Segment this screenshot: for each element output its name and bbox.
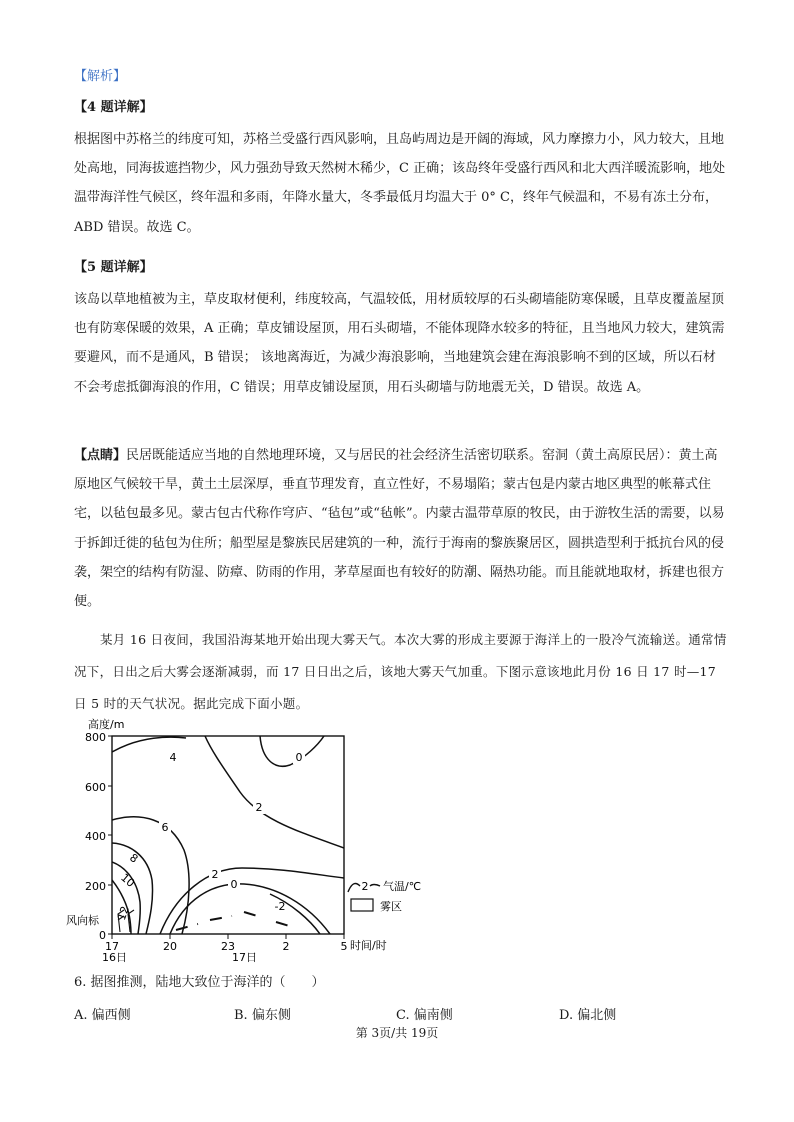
y-tick-label: 400 bbox=[85, 830, 106, 843]
tip-label: 【点睛】 bbox=[74, 448, 127, 463]
legend-isotherm-sample: 2 bbox=[361, 880, 369, 893]
contour-label: 10 bbox=[118, 870, 138, 890]
q6-stem: 6. 据图推测，陆地大致位于海洋的（ ） bbox=[74, 975, 325, 990]
isotherm-2-upper bbox=[205, 736, 344, 848]
contour-label: -2 bbox=[274, 900, 286, 913]
page-footer: 第 3页/共 19页 bbox=[355, 1026, 439, 1040]
q6-option-c[interactable]: C. 偏南侧 bbox=[396, 1008, 453, 1023]
isotherm-0-lower bbox=[170, 884, 330, 934]
contour-label: 0 bbox=[230, 878, 238, 891]
contour-label: 12 bbox=[114, 904, 132, 922]
legend-isotherm-label: 气温/℃ bbox=[383, 880, 422, 893]
y-tick-label: 800 bbox=[85, 731, 106, 744]
tip-paragraph bbox=[74, 441, 728, 616]
question-intro: 某月 16 日夜间，我国沿海某地开始出现大雾天气。本次大雾的形成主要源于海洋上的一股冷气流输送。通常情况下，日出之后大雾会逐渐减弱，而 17 日日出之后，该地大雾天气加重。下图示意该地此月份 16 日 17 时—17 日 5 时的天气状况。据此完成下面小题。 bbox=[74, 632, 727, 711]
contour-label: 2 bbox=[255, 801, 263, 814]
y-tick-labels bbox=[85, 731, 106, 942]
x-tick-label: 20 bbox=[163, 940, 177, 953]
contour-label: 4 bbox=[169, 751, 177, 764]
tip-body: 民居既能适应当地的自然地理环境，又与居民的社会经济生活密切联系。窑洞（黄土高原民居）：黄土高原地区气候较干旱，黄土土层深厚，垂直节理发育，直立性好，不易塌陷；蒙古包是内蒙古地区典型的帐幕式住宅，以毡包最多见。蒙古包古代称作穹庐、“毡包”或“毡帐”。内蒙古温带草原的牧民，由于游牧生活的需要，以易于拆卸迁徙的毡包为住所；船型屋是黎族民居建筑的一种，流行于海南的黎族聚居区，圆拱造型利于抵抗台风的侵袭，架空的结构有防湿、防瘴、防雨的作用，茅草屋面也有较好的防潮、隔热功能。而且能就地取材，拆建也很方便。 bbox=[74, 448, 725, 610]
date-label-17: 17日 bbox=[232, 951, 257, 964]
contour-label: 8 bbox=[127, 851, 141, 866]
contour-label: 0 bbox=[295, 751, 303, 764]
q4-title: 【4 题详解】 bbox=[74, 100, 153, 115]
y-axis-label: 高度/m bbox=[88, 718, 125, 731]
isotherm-0-top bbox=[260, 736, 324, 766]
contour-label: 6 bbox=[161, 821, 169, 834]
date-label-16: 16日 bbox=[102, 951, 127, 964]
legend-fog-box bbox=[351, 899, 373, 911]
q6-option-a[interactable]: A. 偏西侧 bbox=[74, 1008, 131, 1023]
x-tick-label: 2 bbox=[282, 940, 290, 953]
contour-label: 2 bbox=[211, 868, 219, 881]
q5-title: 【5 题详解】 bbox=[74, 260, 153, 275]
y-tick-label: 0 bbox=[99, 929, 106, 942]
x-tick-labels bbox=[105, 940, 348, 953]
q5-body: 该岛以草地植被为主，草皮取材便利，纬度较高，气温较低，用材质较厚的石头砌墙能防寒保暖，且草皮覆盖屋顶也有防寒保暖的效果，A 正确；草皮铺设屋顶，用石头砌墙，不能体现降水较多的特征，且当地风力较大，建筑需要避风，而不是通风，B 错误； 该地离海近，为减少海浪影响，当地建筑会建在海浪影响不到的区域，所以石材不会考虑抵御海浪的作用，C 错误；用草皮铺设屋顶，用石头砌墙与防地震无关，D 错误。故选 A。 bbox=[74, 292, 725, 395]
legend-fog-label: 雾区 bbox=[380, 900, 402, 913]
x-ticks bbox=[112, 934, 344, 939]
wind-label: 风向标 bbox=[66, 914, 99, 927]
x-tick-label: 17 bbox=[105, 940, 119, 953]
analysis-label: 【解析】 bbox=[74, 69, 127, 84]
fog-region-outline bbox=[176, 912, 296, 930]
x-tick-label: 5 bbox=[340, 940, 348, 953]
q6-option-d[interactable]: D. 偏北侧 bbox=[559, 1008, 617, 1023]
q6-option-b[interactable]: B. 偏东侧 bbox=[234, 1008, 291, 1023]
x-axis-label: 时间/时 bbox=[350, 939, 387, 952]
q4-body: 根据图中苏格兰的纬度可知，苏格兰受盛行西风影响，且岛屿周边是开阔的海域，风力摩擦力小，风力较大，且地处高地，同海拔遮挡物少，风力强劲导致天然树木稀少，C 正确；该岛终年受盛行西风和北大西洋暖流影响，地处温带海洋性气候区，终年温和多雨，年降水量大，冬季最低月均温大于 0° C，终年气候温和，不易有冻土分布，ABD 错误。故选 C。 bbox=[74, 132, 726, 235]
chart-legend bbox=[348, 879, 421, 913]
isotherm-4 bbox=[112, 737, 186, 752]
weather-contour-chart bbox=[62, 712, 442, 964]
x-tick-label: 23 bbox=[221, 940, 235, 953]
y-tick-label: 600 bbox=[85, 781, 106, 794]
y-tick-label: 200 bbox=[85, 880, 106, 893]
contour-labels bbox=[115, 750, 305, 922]
